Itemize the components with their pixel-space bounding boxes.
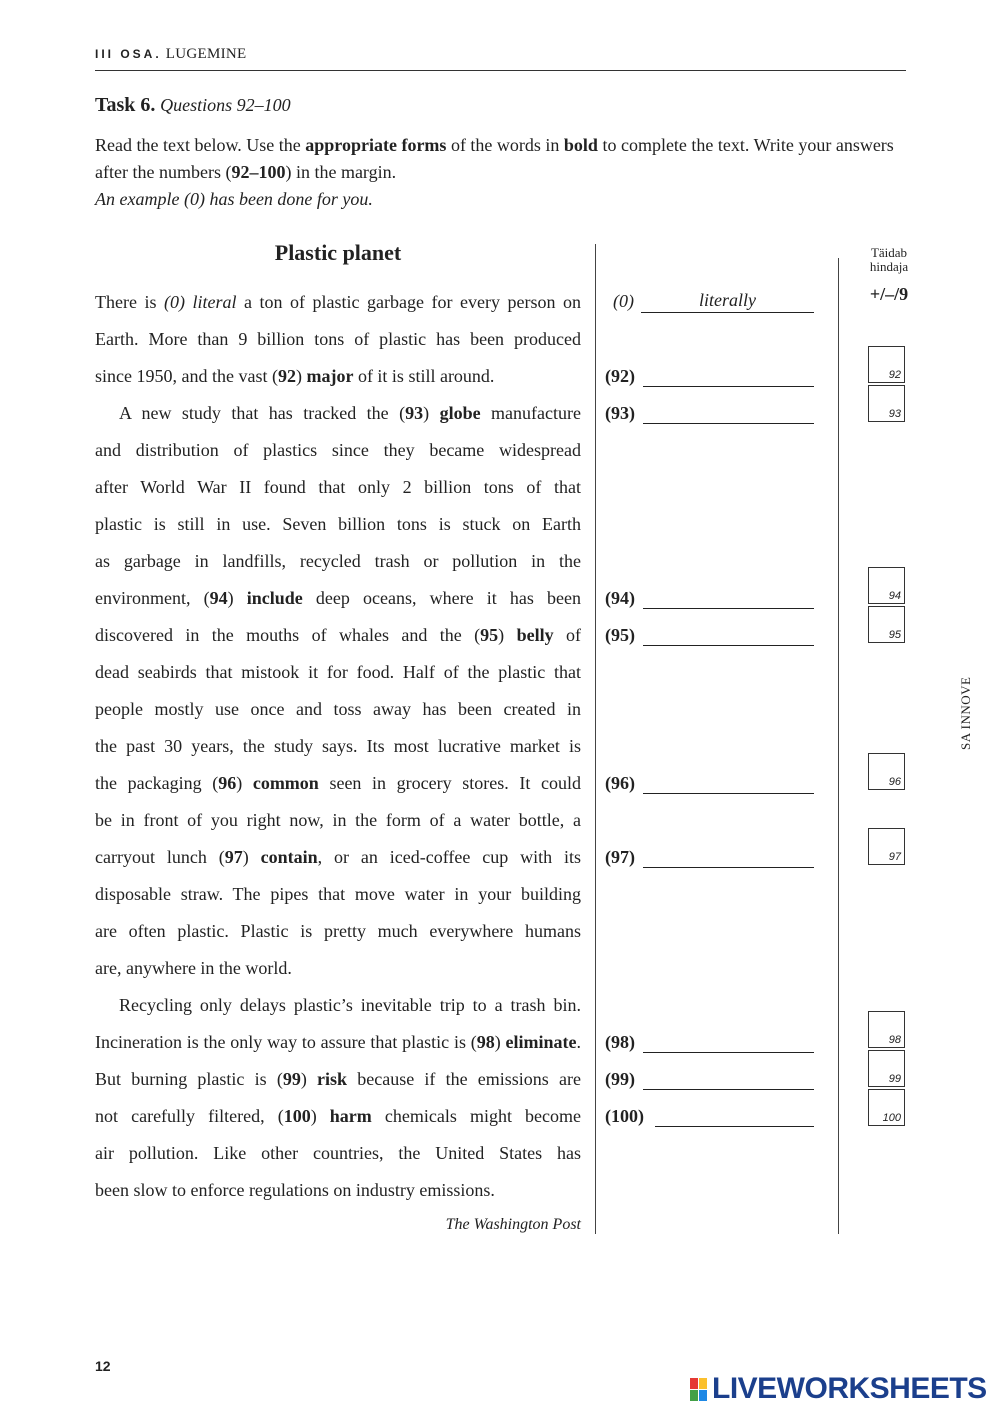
grader-score-box[interactable] [868, 828, 905, 865]
grader-score-box[interactable] [868, 1089, 905, 1126]
answer-row [605, 364, 817, 388]
answer-blank[interactable] [643, 623, 814, 646]
grader-box-number: 98 [888, 1034, 901, 1046]
article-line: the packaging (96) common seen in grocery stores. It could [95, 773, 581, 793]
grader-divider [838, 258, 839, 1234]
instr-text: of the words in [446, 135, 564, 155]
grader-box-number: 94 [888, 590, 901, 602]
article-line: and distribution of plastics since they became widespread [95, 440, 581, 460]
instr-text: Read the text below. Use the [95, 135, 306, 155]
article-source: The Washington Post [445, 1216, 581, 1233]
example-label: (0) [613, 291, 634, 311]
grader-score-box[interactable] [868, 1050, 905, 1087]
liveworksheets-icon [690, 1378, 708, 1402]
answer-blank[interactable] [655, 1104, 814, 1127]
header-part: III OSA. [95, 47, 162, 61]
answer-label: (100) [605, 1106, 644, 1126]
article-line: environment, (94) include deep oceans, where it has been [95, 588, 581, 608]
answer-blank[interactable] [643, 401, 814, 424]
task-questions: Questions 92–100 [160, 95, 291, 115]
grader-box-number: 92 [888, 369, 901, 381]
article-line: But burning plastic is (99) risk because if the emissions are [95, 1069, 581, 1089]
task-number: Task 6. [95, 94, 156, 116]
instr-bold: bold [563, 135, 598, 155]
grader-title-line: hindaja [869, 259, 909, 274]
example-answer: literally [641, 290, 814, 313]
answer-label: (99) [605, 1069, 635, 1089]
article-title: Plastic planet [274, 240, 402, 265]
answer-label: (95) [605, 625, 635, 645]
score-label: +/–/9 [869, 284, 909, 304]
page-header [95, 46, 246, 63]
answer-row [605, 1030, 817, 1054]
instr-bold: 92–100 [231, 162, 286, 182]
grader-box-number: 96 [888, 776, 901, 788]
side-publisher [958, 670, 978, 750]
article-line: people mostly use once and toss away has been created in [95, 699, 581, 719]
article-line: Earth. More than 9 billion tons of plastic has been produced [95, 329, 581, 349]
answer-label: (96) [605, 773, 635, 793]
answer-row [605, 623, 817, 647]
grader-box-number: 99 [888, 1073, 901, 1085]
article-line: are often plastic. Plastic is pretty much everywhere humans [95, 921, 581, 941]
task-instructions [95, 132, 910, 213]
article-line: Recycling only delays plastic’s inevitable trip to a trash bin. [119, 995, 581, 1015]
column-divider [595, 244, 596, 1234]
answer-row [605, 771, 817, 795]
article-line: Incineration is the only way to assure that plastic is (98) eliminate. [95, 1032, 581, 1052]
article-line: the past 30 years, the study says. Its most lucrative market is [95, 736, 581, 756]
article-line: air pollution. Like other countries, the United States has [95, 1143, 581, 1163]
article-line: are, anywhere in the world. [95, 958, 292, 978]
answer-label: (94) [605, 588, 635, 608]
article-line: A new study that has tracked the (93) globe manufacture [119, 403, 581, 423]
grader-box-number: 95 [888, 629, 901, 641]
answer-blank[interactable] [643, 1030, 814, 1053]
grader-score-box[interactable] [868, 1011, 905, 1048]
article-line: disposable straw. The pipes that move water in your building [95, 884, 581, 904]
article-line: as garbage in landfills, recycled trash or pollution in the [95, 551, 581, 571]
answer-row [605, 401, 817, 425]
grader-box-number: 93 [888, 408, 901, 420]
grader-title-line: Täidab [870, 245, 908, 260]
side-publisher-text: SA INNOVE [958, 676, 973, 750]
answer-blank[interactable] [643, 771, 814, 794]
answer-row [605, 1104, 817, 1128]
article-line: carryout lunch (97) contain, or an iced-coffee cup with its [95, 847, 582, 867]
grader-score-box[interactable] [868, 753, 905, 790]
answer-blank[interactable] [643, 1067, 814, 1090]
instr-text: to complete the text. Write your answers after the numbers ( [95, 135, 894, 182]
liveworksheets-text: LIVEWORKSHEETS [712, 1372, 987, 1405]
answer-blank[interactable] [643, 364, 814, 387]
answer-blank[interactable] [643, 845, 814, 868]
grader-score-box[interactable] [868, 385, 905, 422]
article-line: been slow to enforce regulations on industry emissions. [95, 1180, 495, 1200]
grader-box-number: 97 [888, 851, 901, 863]
header-section: LUGEMINE [165, 46, 247, 62]
grader-score-box[interactable] [868, 346, 905, 383]
grader-score-box[interactable] [868, 606, 905, 643]
answer-label: (93) [605, 403, 635, 423]
article-line: There is (0) literal a ton of plastic garbage for every person on [95, 292, 581, 312]
article-line: discovered in the mouths of whales and the (95) belly of [95, 625, 581, 645]
task-title [95, 94, 291, 117]
article-line: dead seabirds that mistook it for food. Half of the plastic that [95, 662, 581, 682]
example-note: An example (0) has been done for you. [95, 189, 373, 209]
instr-bold: appropriate forms [305, 135, 447, 155]
grader-title [860, 246, 918, 274]
header-divider [95, 70, 906, 71]
article-line: since 1950, and the vast (92) major of it is still around. [95, 366, 495, 386]
answer-blank[interactable] [643, 586, 814, 609]
answer-label: (98) [605, 1032, 635, 1052]
answer-row [605, 586, 817, 610]
instr-text: ) in the margin. [285, 162, 397, 182]
answer-row [605, 1067, 817, 1091]
grader-score-box[interactable] [868, 567, 905, 604]
article-line: after World War II found that only 2 billion tons of that [95, 477, 581, 497]
article-line: be in front of you right now, in the form of a water bottle, a [95, 810, 581, 830]
article-line: not carefully filtered, (100) harm chemicals might become [95, 1106, 582, 1126]
answer-label: (97) [605, 847, 635, 867]
answer-label: (92) [605, 366, 635, 386]
answer-row [605, 845, 817, 869]
grader-box-number: 100 [882, 1112, 901, 1124]
article-line: plastic is still in use. Seven billion tons is stuck on Earth [95, 514, 581, 534]
page-number: 12 [95, 1358, 111, 1374]
